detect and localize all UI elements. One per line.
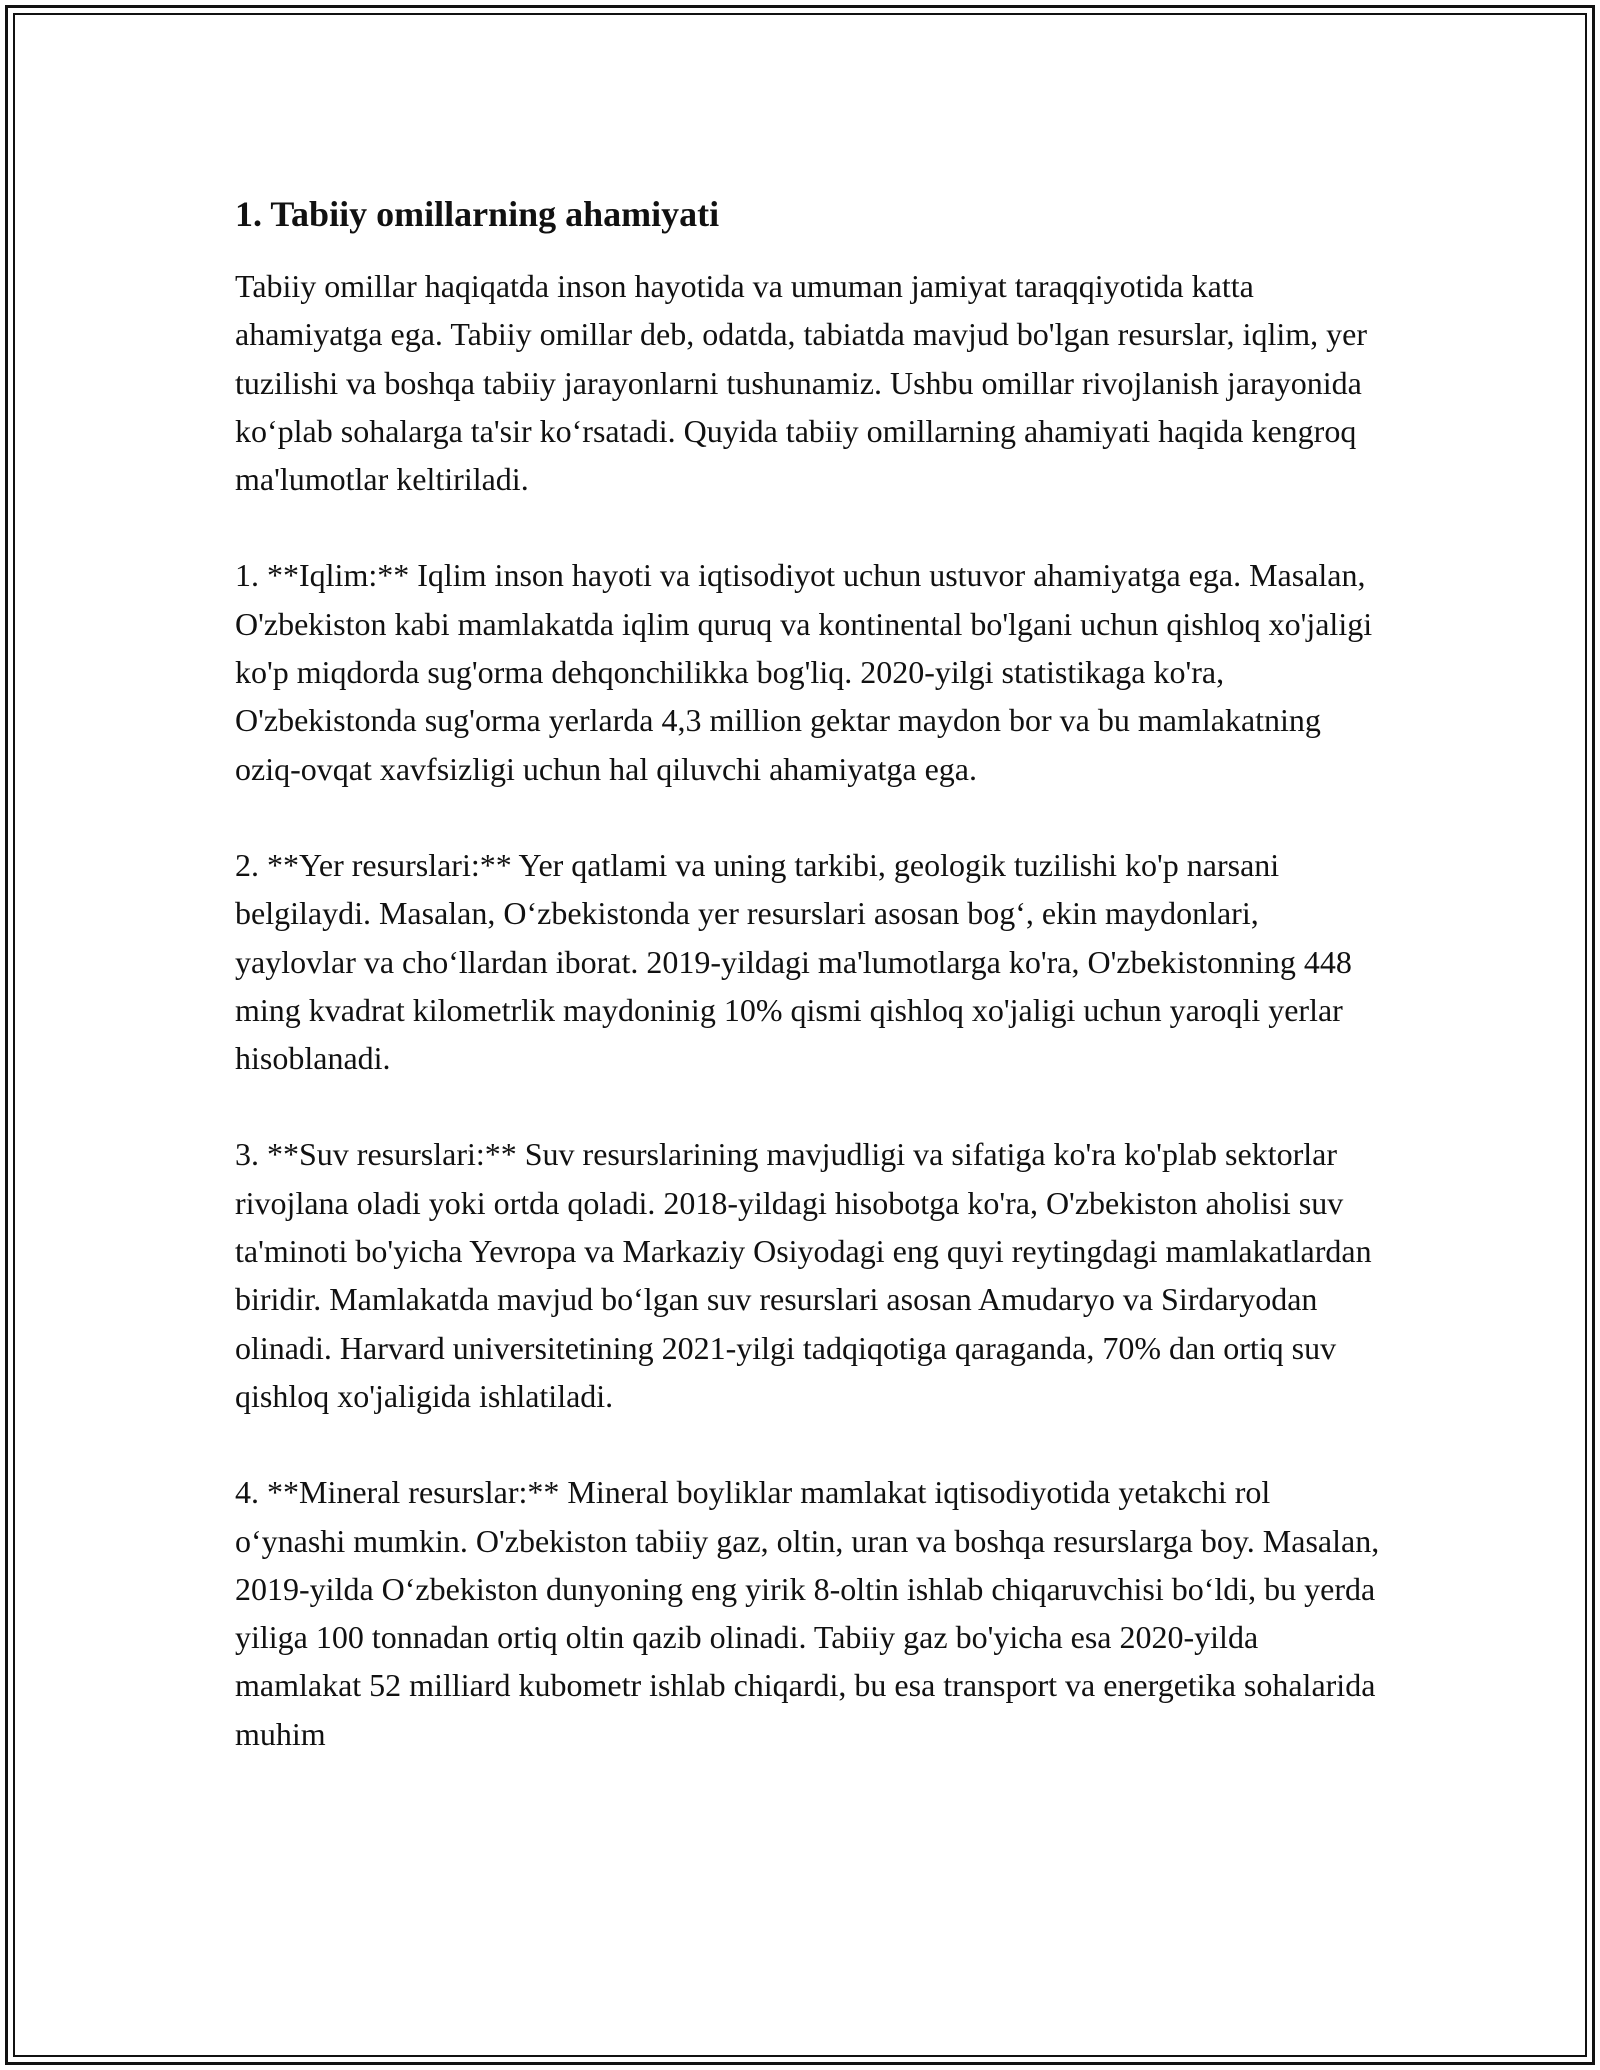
section-heading: 1. Tabiiy omillarning ahamiyati bbox=[235, 194, 720, 234]
mineral-resources-paragraph: 4. **Mineral resurslar:** Mineral boyliklar mamlakat iqtisodiyotida yetakchi rol o‘ynashi mumkin. O'zbekiston tabiiy gaz, oltin, uran va boshqa resurslarga boy. Masalan, 2019-yilda O‘zbekiston dunyoning eng yirik 8-oltin ishlab chiqaruvchisi bo‘ldi, bu yerda yiliga 100 tonnadan ortiq oltin qazib olinadi. Tabiiy gaz bo'yicha esa 2020-yilda mamlakat 52 milliard kubometr ishlab chiqardi, bu esa transport va energetika sohalarida muhim bbox=[235, 1474, 1380, 1752]
land-resources-paragraph: 2. **Yer resurslari:** Yer qatlami va uning tarkibi, geologik tuzilishi ko'p narsani belgilaydi. Masalan, O‘zbekistonda yer resurslari asosan bog‘, ekin maydonlari, yaylovlar va cho‘llardan iborat. 2019-yildagi ma'lumotlarga ko'ra, O'zbekistonning 448 ming kvadrat kilometrlik maydoninig 10% qismi qishloq xo'jaligi uchun yaroqli yerlar hisoblanadi. bbox=[235, 846, 1352, 1077]
document-body bbox=[235, 186, 1380, 1806]
water-resources-paragraph: 3. **Suv resurslari:** Suv resurslarining mavjudligi va sifatiga ko'ra ko'plab sektorlar rivojlana oladi yoki ortda qoladi. 2018-yildagi hisobotga ko'ra, O'zbekiston aholisi suv ta'minoti bo'yicha Yevropa va Markaziy Osiyodagi eng quyi reytingdagi mamlakatlardan biridir. Mamlakatda mavjud bo‘lgan suv resurslari asosan Amudaryo va Sirdaryodan olinadi. Harvard universitetining 2021-yilgi tadqiqotiga qaraganda, 70% dan ortiq suv qishloq xo'jaligida ishlatiladi. bbox=[235, 1136, 1372, 1414]
intro-paragraph: Tabiiy omillar haqiqatda inson hayotida va umuman jamiyat taraqqiyotida katta ahamiyatga ega. Tabiiy omillar deb, odatda, tabiatda mavjud bo'lgan resurslar, iqlim, yer tuzilishi va boshqa tabiiy jarayonlarni tushunamiz. Ushbu omillar rivojlanish jarayonida ko‘plab sohalarga ta'sir ko‘rsatadi. Quyida tabiiy omillarning ahamiyati haqida kengroq ma'lumotlar keltiriladi. bbox=[235, 268, 1367, 498]
climate-paragraph: 1. **Iqlim:** Iqlim inson hayoti va iqtisodiyot uchun ustuvor ahamiyatga ega. Masalan, O'zbekiston kabi mamlakatda iqlim quruq va kontinental bo'lgani uchun qishloq xo'jaligi ko'p miqdorda sug'orma dehqonchilikka bog'liq. 2020-yilgi statistikaga ko'ra, O'zbekistonda sug'orma yerlarda 4,3 million gektar maydon bor va bu mamlakatning oziq-ovqat xavfsizligi uchun hal qiluvchi ahamiyatga ega. bbox=[235, 557, 1373, 787]
